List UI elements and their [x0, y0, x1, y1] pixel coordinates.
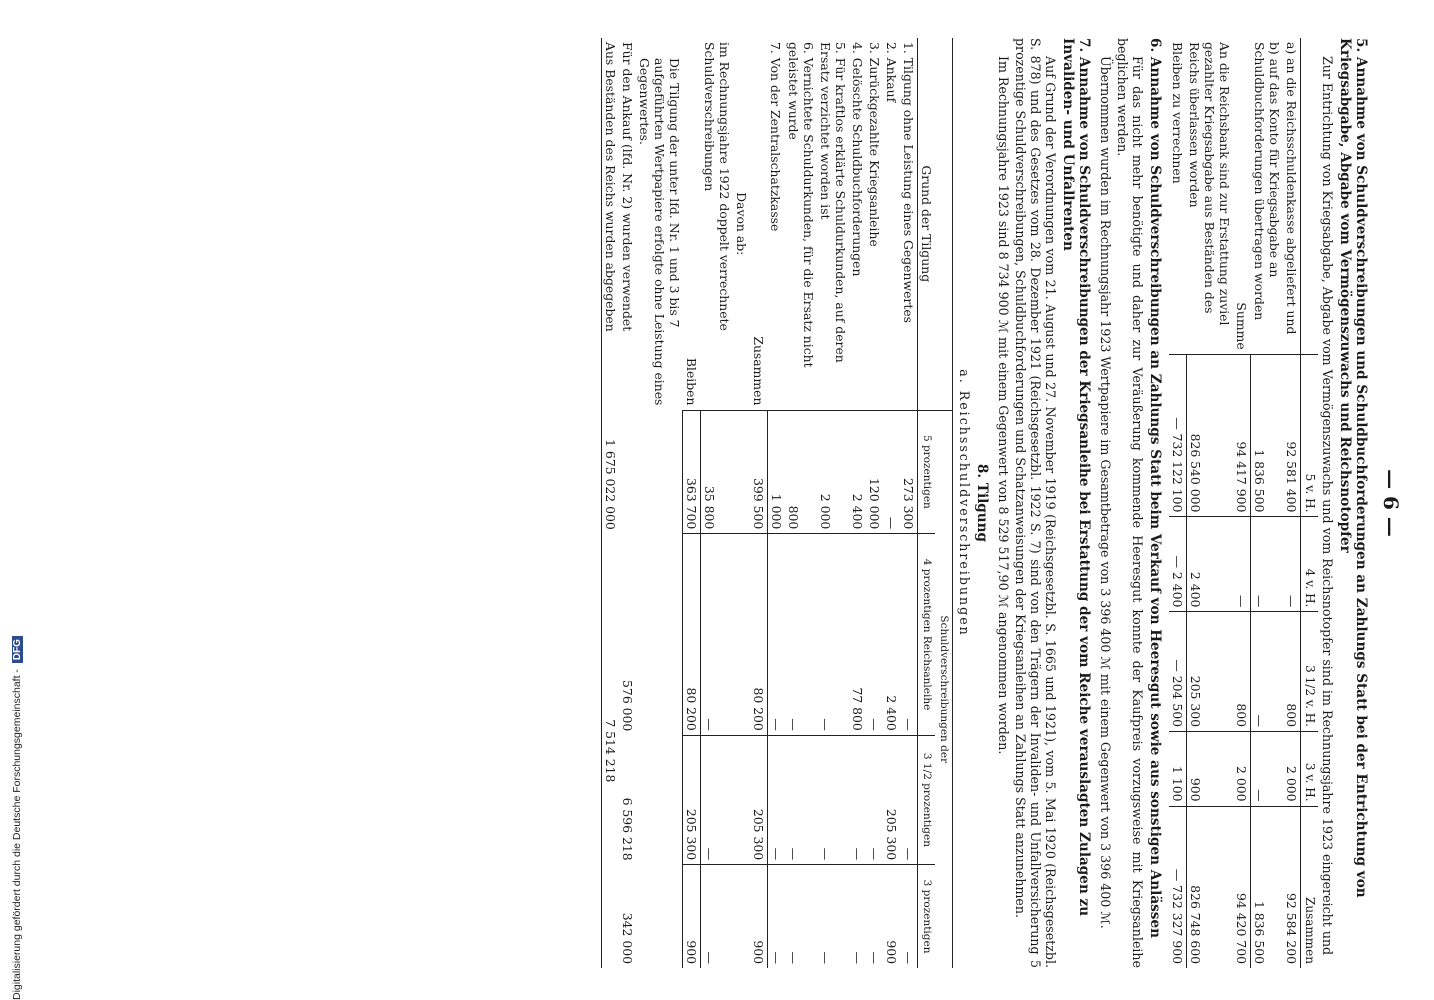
- s5-row-label: a) an die Reichsschuldenkasse abgeliefert und: [1284, 42, 1299, 335]
- s8-cell: —: [768, 865, 786, 968]
- s8-cell: 6 596 218: [620, 797, 635, 861]
- s8-cell: 80 200: [683, 534, 701, 736]
- s8-cell: —: [849, 865, 866, 968]
- s8-cell: 399 500: [750, 410, 768, 534]
- s5-cell: 1 100: [1169, 732, 1187, 807]
- s8-row-label: im Rechnungsjahre 1922 doppelt verrechnete Schuldverschreibungen: [702, 42, 732, 331]
- col-35: 3 1/2 prozentigen: [918, 735, 936, 864]
- s8-cell: 576 000: [620, 680, 635, 732]
- s8-cell: 1 000: [768, 410, 786, 534]
- s8-cell: 273 300: [900, 410, 918, 534]
- s5-cell: 2 000: [1283, 732, 1301, 807]
- s8-davon-row: [733, 38, 750, 968]
- s5-row-label: An die Reichsbank sind zur Erstattung zuviel gezahlter Kriegsabgabe aus Beständen des Reichs überlassen worden: [1187, 42, 1233, 326]
- s8-bleiben-row: [683, 38, 701, 968]
- s8-cell: 120 000: [866, 410, 883, 534]
- section6-text1: Für das nicht mehr benötigte und daher zur Veräußerung kommende Heeresgut konnte der Kaufpreis vorzugsweise mit Kriegsanleihe beglichen werden.: [1115, 38, 1145, 968]
- s8-cell: —: [849, 735, 866, 864]
- s8-note3-row: [602, 38, 620, 968]
- s8-row-label: 1. Tilgung ohne Leistung eines Gegenwertes: [901, 42, 916, 324]
- s8-row-label: 2. Ankauf: [884, 42, 899, 103]
- s8-cell: —: [900, 534, 918, 736]
- s8-cell: 2 400: [849, 410, 866, 534]
- s5-h3: 3 v. H.: [1301, 732, 1319, 807]
- section6-title: 6. Annahme von Schuldverschreibungen an Zahlungs Statt beim Verkauf von Heeresgut sowie aus sonstigen Anlässen: [1147, 38, 1163, 938]
- s8-cell: 205 300: [683, 735, 701, 864]
- s8-cell: —: [785, 534, 817, 736]
- section8-rows: [768, 38, 918, 968]
- s5-row-label: Summe: [1234, 302, 1250, 350]
- s8-davon: Davon ab:: [734, 192, 749, 256]
- s8-cell: 363 700: [683, 410, 701, 534]
- col-3: 3 prozentigen: [918, 865, 936, 968]
- section5-table: [1169, 38, 1318, 968]
- s8-row-label: Bleiben: [684, 357, 699, 406]
- s5-h0: 5 v. H.: [1301, 354, 1319, 517]
- s8-row: [817, 38, 849, 968]
- s5-cell: —: [1251, 732, 1283, 807]
- s5-cell: — 732 327 900: [1169, 806, 1187, 968]
- s8-note3: Aus Beständen des Reichs wurden abgegeben: [602, 38, 620, 410]
- s8-cell: —: [701, 534, 733, 736]
- section8-subtitle: a. Reichsschuldverschreibungen: [957, 369, 972, 637]
- s8-row-label: Zusammen: [751, 336, 766, 406]
- s8-cell: 800: [785, 410, 817, 534]
- s5-cell: 94 420 700: [1234, 806, 1252, 968]
- s5-cell: 826 540 000: [1187, 354, 1234, 517]
- s8-cell: —: [900, 865, 918, 968]
- s8-row: [866, 38, 883, 968]
- s8-row: [768, 38, 786, 968]
- section7-text2: Im Rechnungsjahre 1923 sind 8 734 900 ℳ mit einem Gegenwert von 8 529 517,90 ℳ angenommen worden.: [996, 56, 1011, 755]
- s8-row-label: 7. Von der Zentralschatzkasse: [768, 42, 784, 232]
- sidebar-credit: [0, 0, 22, 1000]
- s8-total: 7 514 218: [602, 534, 620, 968]
- s5-h4: Zusammen: [1301, 806, 1319, 968]
- s8-cell: —: [866, 735, 883, 864]
- s8-cell: 205 300: [883, 735, 900, 864]
- s8-cell: 77 800: [849, 534, 866, 736]
- s5-cell: 92 581 400: [1283, 354, 1301, 517]
- s8-cell: —: [817, 534, 849, 736]
- s5-cell: — 732 122 100: [1169, 354, 1187, 517]
- s5-cell: —: [1234, 517, 1252, 612]
- s8-cell: —: [701, 865, 733, 968]
- s8-row-label: 6. Vernichtete Schuldurkunden, für die Ersatz nicht geleistet wurde: [786, 42, 816, 368]
- s8-cell: 900: [750, 865, 768, 968]
- s8-cell: —: [817, 865, 849, 968]
- s8-row: [900, 38, 918, 968]
- s8-cell: —: [866, 865, 883, 968]
- s5-cell: 2 000: [1234, 732, 1252, 807]
- s5-cell: 1 836 500: [1251, 806, 1283, 968]
- s5-row-label: Bleiben zu verrechnen: [1170, 42, 1185, 184]
- section5-intro: Zur Entrichtung von Kriegsabgabe, Abgabe vom Vermögenszuwachs und vom Reichsnotopfer sind im Rechnungsjahre 1923 eingereicht und: [1320, 56, 1335, 956]
- s5-cell: —: [1283, 517, 1301, 612]
- s8-zusammen-row: [750, 38, 768, 968]
- s5-h1: 4 v. H.: [1301, 517, 1319, 612]
- section6-text2: Übernommen wurden im Rechnungsjahr 1923 Wertpapiere im Gesamtbetrage von 3 396 400 ℳ mit einem Gegenwert von 3 396 400 ℳ.: [1098, 56, 1113, 929]
- s5-cell: 94 417 900: [1234, 354, 1252, 517]
- s8-cell: —: [768, 534, 786, 736]
- s5-cell: — 204 500: [1169, 612, 1187, 732]
- s8-cell: 342 000: [620, 912, 635, 964]
- s5-cell: 205 300: [1187, 612, 1234, 732]
- s8-cell: 900: [683, 865, 701, 968]
- section8-title: 8. Tilgung: [974, 463, 990, 543]
- s8-row-label: 4. Gelöschte Schuldbuchforderungen: [850, 42, 865, 277]
- s8-note2-row: [619, 38, 636, 968]
- page-number: — 6 —: [1379, 469, 1403, 537]
- s8-note1: Die Tilgung der unter lfd. Nr. 1 und 3 bis 7 aufgeführten Wertpapiere erfolgte ohne Leistung eines Gegenwertes.: [637, 58, 682, 406]
- s8-cell: 205 300: [750, 735, 768, 864]
- s5-row-a: [1283, 38, 1301, 968]
- s8-cell: —: [701, 735, 733, 864]
- s5-cell: 826 748 600: [1187, 806, 1234, 968]
- s8-cell: 35 800: [701, 410, 733, 534]
- s8-row: [785, 38, 817, 968]
- s8-note1-row: [636, 38, 683, 968]
- document-page: [22, 0, 1434, 1000]
- s8-cell: 80 200: [750, 534, 768, 736]
- page-content: [601, 38, 1403, 968]
- s8-cell: 1 675 022 000: [602, 410, 620, 534]
- s8-row-label: 5. Für kraftlos erklärte Schuldurkunden, auf deren Ersatz verzichtet worden ist: [818, 42, 848, 363]
- section7-title: 7. Annahme von Schuldverschreibungen der Kriegsanleihe bei Erstattung der vom Reiche verauslagten Zulagen zu Invaliden- und Unfallrenten: [1060, 38, 1092, 917]
- s5-cell: 900: [1187, 732, 1234, 807]
- s8-cell: —: [883, 410, 900, 534]
- s8-cell: —: [866, 534, 883, 736]
- s5-row-label: b) auf das Konto für Kriegsabgabe an Schuldbuchforderungen übertragen worden: [1252, 42, 1282, 321]
- s5-cell: —: [1251, 517, 1283, 612]
- s8-cell: —: [900, 735, 918, 864]
- s8-row-label: 3. Zurückgezahlte Kriegsanleihe: [867, 42, 882, 247]
- s8-cell: 900: [883, 865, 900, 968]
- s5-cell: — 2 400: [1169, 517, 1187, 612]
- s8-cell: —: [785, 735, 817, 864]
- scan-stage: [22, 0, 1434, 1000]
- s8-cell: —: [817, 735, 849, 864]
- credit-text: Digitalisierung gefördert durch die Deutsche Forschungsgemeinschaft -: [11, 669, 23, 1000]
- dfg-logo: DFG: [12, 636, 23, 663]
- s5-cell: 2 400: [1187, 517, 1234, 612]
- s8-cell: 2 000: [817, 410, 849, 534]
- s8-note2: Für den Ankauf (lfd. Nr. 2) wurden verwendet: [620, 42, 635, 332]
- s8-cell: 2 400: [883, 534, 900, 736]
- s5-row-bleiben: [1169, 38, 1187, 968]
- section8-table: [601, 38, 953, 968]
- s5-h2: 3 1/2 v. H.: [1301, 612, 1319, 732]
- col-4: 4 prozentigen Reichsanleihe: [918, 534, 936, 736]
- s8-cell: —: [768, 735, 786, 864]
- s5-cell: —: [1251, 612, 1283, 732]
- section5-title: 5. Annahme von Schuldverschreibungen und Schuldbuchforderungen an Zahlungs Statt bei der Entrichtung von Kriegsabgabe, Abgabe vom Vermögenszuwachs und Reichsnotopfer: [1337, 38, 1369, 898]
- s5-row-summe: [1234, 38, 1252, 968]
- s5-row-reichsbank: [1187, 38, 1234, 968]
- s8-cell: —: [785, 865, 817, 968]
- s5-cell: 800: [1234, 612, 1252, 732]
- section7-text1: Auf Grund der Verordnungen vom 21. August und 27. November 1919 (Reichsgesetzbl. S. 1665 und 1921), vom 5. Mai 1920 (Reichsgesetzbl. S. 878) und des Gesetzes vom 28. Dezember 1921 (Reichsgesetzbl. 1922 S. 7) sind von den Trägern der Invaliden- und Unfallversicherung 5 prozentige Schuldverschreibungen, Schuldbuchforderungen und Schatzanweisungen der Kriegsanleihen an Zahlungs Statt anzunehmen.: [1013, 38, 1058, 968]
- s8-doppelt-row: [701, 38, 733, 968]
- col-grund: Grund der Tilgung: [918, 38, 953, 410]
- s5-row-b: [1251, 38, 1283, 968]
- s5-cell: 800: [1283, 612, 1301, 732]
- s5-cell: 1 836 500: [1251, 354, 1283, 517]
- col-5: 5 prozentigen: [918, 410, 936, 534]
- s8-row: [849, 38, 866, 968]
- s5-cell: 92 584 200: [1283, 806, 1301, 968]
- s8-row: [883, 38, 900, 968]
- col-group: Schuldverschreibungen der: [935, 410, 953, 968]
